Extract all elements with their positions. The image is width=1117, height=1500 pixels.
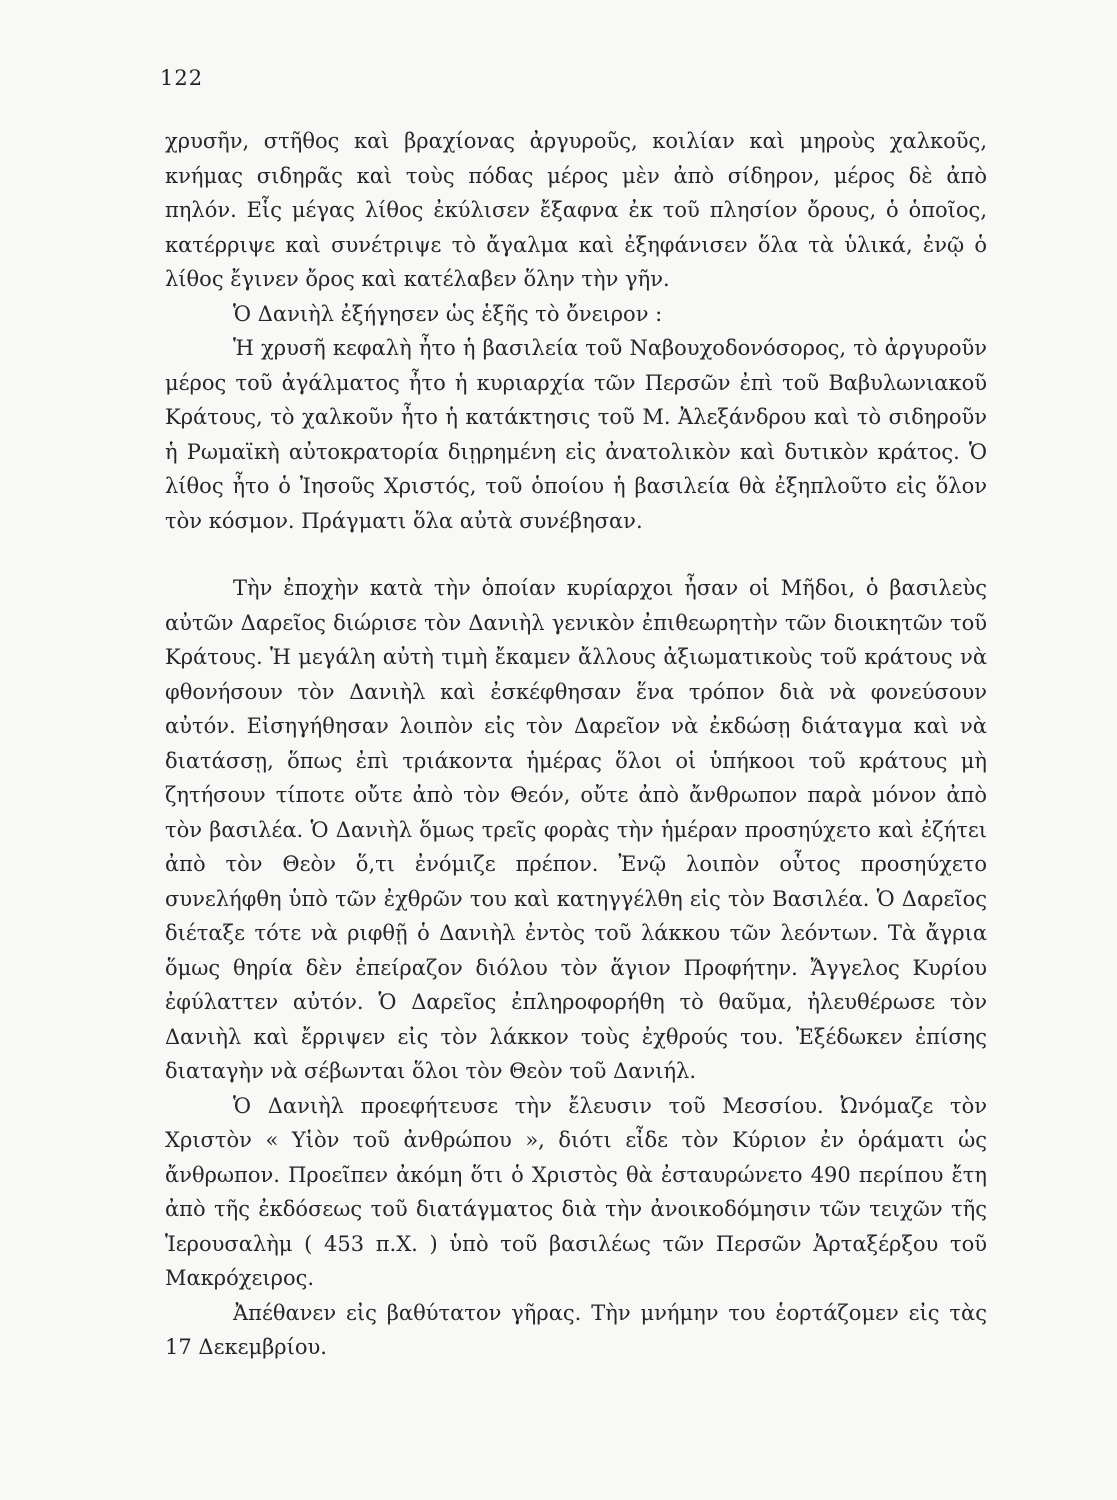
paragraph-statue-description: χρυσῆν, στῆθος καὶ βραχίονας ἀργυροῦς, κοιλίαν καὶ μηροὺς χαλκοῦς, κνήμας σιδηρᾶς καὶ τοὺς πόδας μέρος μὲν ἀπὸ σίδηρον, μέρος δὲ ἀπὸ πηλόν. Εἷς μέγας λίθος ἐκύλισεν ἔξαφνα ἐκ τοῦ πλησίον ὄρους, ὁ ὁποῖος, κατέρριψε καὶ συνέτριψε τὸ ἄγαλμα καὶ ἐξηφάνισεν ὅλα τὰ ὑλικά, ἐνῷ ὁ λίθος ἔγινεν ὄρος καὶ κατέλαβεν ὅλην τὴν γῆν. bbox=[165, 129, 987, 291]
paragraph-prophecy: Ὁ Δανιὴλ προεφήτευσε τὴν ἔλευσιν τοῦ Μεσσίου. Ὠνόμαζε τὸν Χριστὸν « Υἱὸν τοῦ ἀνθρώπου », διότι εἶδε τὸν Κύριον ἐν ὁράματι ὡς ἄνθρωπον. Προεῖπεν ἀκόμη ὅτι ὁ Χριστὸς θὰ ἐσταυρώνετο 490 περίπου ἔτη ἀπὸ τῆς ἐκδόσεως τοῦ διατάγματος διὰ τὴν ἀνοικοδόμησιν τῶν τειχῶν τῆς Ἱερουσαλὴμ ( 453 π.Χ. ) ὑπὸ τοῦ βασιλέως τῶν Περσῶν Ἀρταξέρξου τοῦ Μακρόχειρος. bbox=[165, 1093, 987, 1290]
text-section-daniel bbox=[165, 571, 987, 1365]
paragraph-interpretation-intro: Ὁ Δανιὴλ ἐξήγησεν ὡς ἑξῆς τὸ ὄνειρον : bbox=[233, 301, 663, 326]
text-section-dream bbox=[165, 124, 987, 538]
page-number: 122 bbox=[160, 66, 204, 90]
paragraph-death: Ἀπέθανεν εἰς βαθύτατον γῆρας. Τὴν μνήμην του ἑορτάζομεν εἰς τὰς 17 Δεκεμβρίου. bbox=[165, 1300, 987, 1359]
paragraph-lions-den: Τὴν ἐποχὴν κατὰ τὴν ὁποίαν κυρίαρχοι ἦσαν οἱ Μῆδοι, ὁ βασιλεὺς αὐτῶν Δαρεῖος διώρισε τὸν Δανιὴλ γενικὸν ἐπιθεωρητὴν τῶν διοικητῶν τοῦ Κράτους. Ἡ μεγάλη αὐτὴ τιμὴ ἔκαμεν ἄλλους ἀξιωματικοὺς τοῦ κράτους νὰ φθονήσουν τὸν Δανιὴλ καὶ ἐσκέφθησαν ἕνα τρόπον διὰ νὰ φονεύσουν αὐτόν. Εἰσηγήθησαν λοιπὸν εἰς τὸν Δαρεῖον νὰ ἐκδώσῃ διάταγμα καὶ νὰ διατάσσῃ, ὅπως ἐπὶ τριάκοντα ἡμέρας ὅλοι οἱ ὑπήκοοι τοῦ κράτους μὴ ζητήσουν τίποτε οὔτε ἀπὸ τὸν Θεόν, οὔτε ἀπὸ ἄνθρωπον παρὰ μόνον ἀπὸ τὸν βασιλέα. Ὁ Δανιὴλ ὅμως τρεῖς φορὰς τὴν ἡμέραν προσηύχετο καὶ ἐζήτει ἀπὸ τὸν Θεὸν ὅ,τι ἐνόμιζε πρέπον. Ἐνῷ λοιπὸν οὗτος προσηύχετο συνελήφθη ὑπὸ τῶν ἐχθρῶν του καὶ κατηγγέλθη εἰς τὸν Βασιλέα. Ὁ Δαρεῖος διέταξε τότε νὰ ριφθῇ ὁ Δανιὴλ ἐντὸς τοῦ λάκκου τῶν λεόντων. Τὰ ἄγρια ὅμως θηρία δὲν ἐπείραζον διόλου τὸν ἅγιον Προφήτην. Ἄγγελος Κυρίου ἐφύλαττεν αὐτόν. Ὁ Δαρεῖος ἐπληροφορήθη τὸ θαῦμα, ἠλευθέρωσε τὸν Δανιὴλ καὶ ἔρριψεν εἰς τὸν λάκκον τοὺς ἐχθρούς του. Ἐξέδωκεν ἐπίσης διαταγὴν νὰ σέβωνται ὅλοι τὸν Θεὸν τοῦ Δανιήλ. bbox=[165, 576, 987, 1083]
paragraph-interpretation: Ἡ χρυσῆ κεφαλὴ ἦτο ἡ βασιλεία τοῦ Ναβουχοδονόσορος, τὸ ἀργυροῦν μέρος τοῦ ἀγάλματος ἦτο ἡ κυριαρχία τῶν Περσῶν ἐπὶ τοῦ Βαβυλωνιακοῦ Κράτους, τὸ χαλκοῦν ἦτο ἡ κατάκτησις τοῦ Μ. Ἀλεξάνδρου καὶ τὸ σιδηροῦν ἡ Ρωμαϊκὴ αὐτοκρατορία διῃρημένη εἰς ἀνατολικὸν καὶ δυτικὸν κράτος. Ὁ λίθος ἦτο ὁ Ἰησοῦς Χριστός, τοῦ ὁποίου ἡ βασιλεία θὰ ἐξηπλοῦτο εἰς ὅλον τὸν κόσμον. Πράγματι ὅλα αὐτὰ συνέβησαν. bbox=[165, 336, 987, 533]
